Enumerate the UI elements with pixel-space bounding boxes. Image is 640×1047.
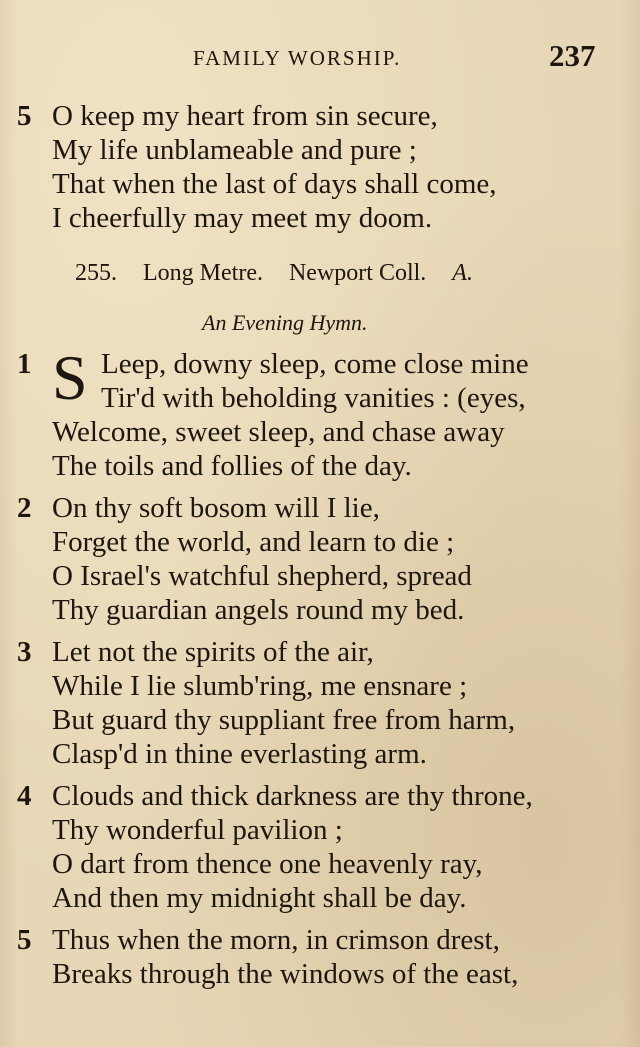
verse-line: Thy wonderful pavilion ; — [52, 814, 343, 846]
stanza-number: 5 — [17, 924, 32, 956]
verse-line: O dart from thence one heavenly ray, — [52, 848, 483, 880]
hymn-source: Newport Coll. — [288, 260, 427, 286]
stanza-number: 2 — [17, 492, 32, 524]
verse-line: My life unblameable and pure ; — [52, 134, 417, 166]
hymn-title: An Evening Hymn. — [202, 310, 368, 335]
verse-line: Clasp'd in thine everlasting arm. — [52, 738, 427, 770]
stanza-number: 1 — [17, 348, 32, 380]
verse-line: I cheerfully may meet my doom. — [52, 202, 433, 234]
stanza-number: 3 — [17, 636, 32, 668]
verse-line: Forget the world, and learn to die ; — [52, 526, 455, 558]
hymn-metre: Long Metre. — [143, 260, 263, 286]
verse-line: Let not the spirits of the air, — [52, 636, 374, 668]
stanza-number: 4 — [17, 780, 32, 812]
running-title: FAMILY WORSHIP. — [193, 46, 402, 70]
verse-line: Clouds and thick darkness are thy throne, — [52, 780, 533, 812]
verse-line: Tir'd with beholding vanities : (eyes, — [101, 382, 526, 414]
verse-line: Leep, downy sleep, come close mine — [101, 348, 529, 380]
stanza-number: 5 — [17, 100, 32, 132]
verse-line: And then my midnight shall be day. — [52, 882, 467, 914]
verse-line: But guard thy suppliant free from harm, — [52, 704, 516, 736]
hymn-number: 255. — [75, 260, 117, 286]
page-number: 237 — [549, 38, 596, 73]
verse-line: Welcome, sweet sleep, and chase away — [52, 416, 505, 448]
verse-line: Thy guardian angels round my bed. — [52, 594, 465, 626]
hymn-header — [75, 260, 473, 287]
verse-line: That when the last of days shall come, — [52, 168, 497, 200]
running-head — [0, 38, 640, 76]
verse-line: The toils and follies of the day. — [52, 450, 412, 482]
verse-line: While I lie slumb'ring, me ensnare ; — [52, 670, 468, 702]
verse-line: On thy soft bosom will I lie, — [52, 492, 380, 524]
verse-line: Thus when the morn, in crimson drest, — [52, 924, 500, 956]
drop-cap: S — [52, 342, 88, 413]
verse-line: O keep my heart from sin secure, — [52, 100, 438, 132]
hymn-tag: A. — [452, 260, 473, 286]
verse-line: Breaks through the windows of the east, — [52, 958, 519, 990]
verse-line: O Israel's watchful shepherd, spread — [52, 560, 472, 592]
